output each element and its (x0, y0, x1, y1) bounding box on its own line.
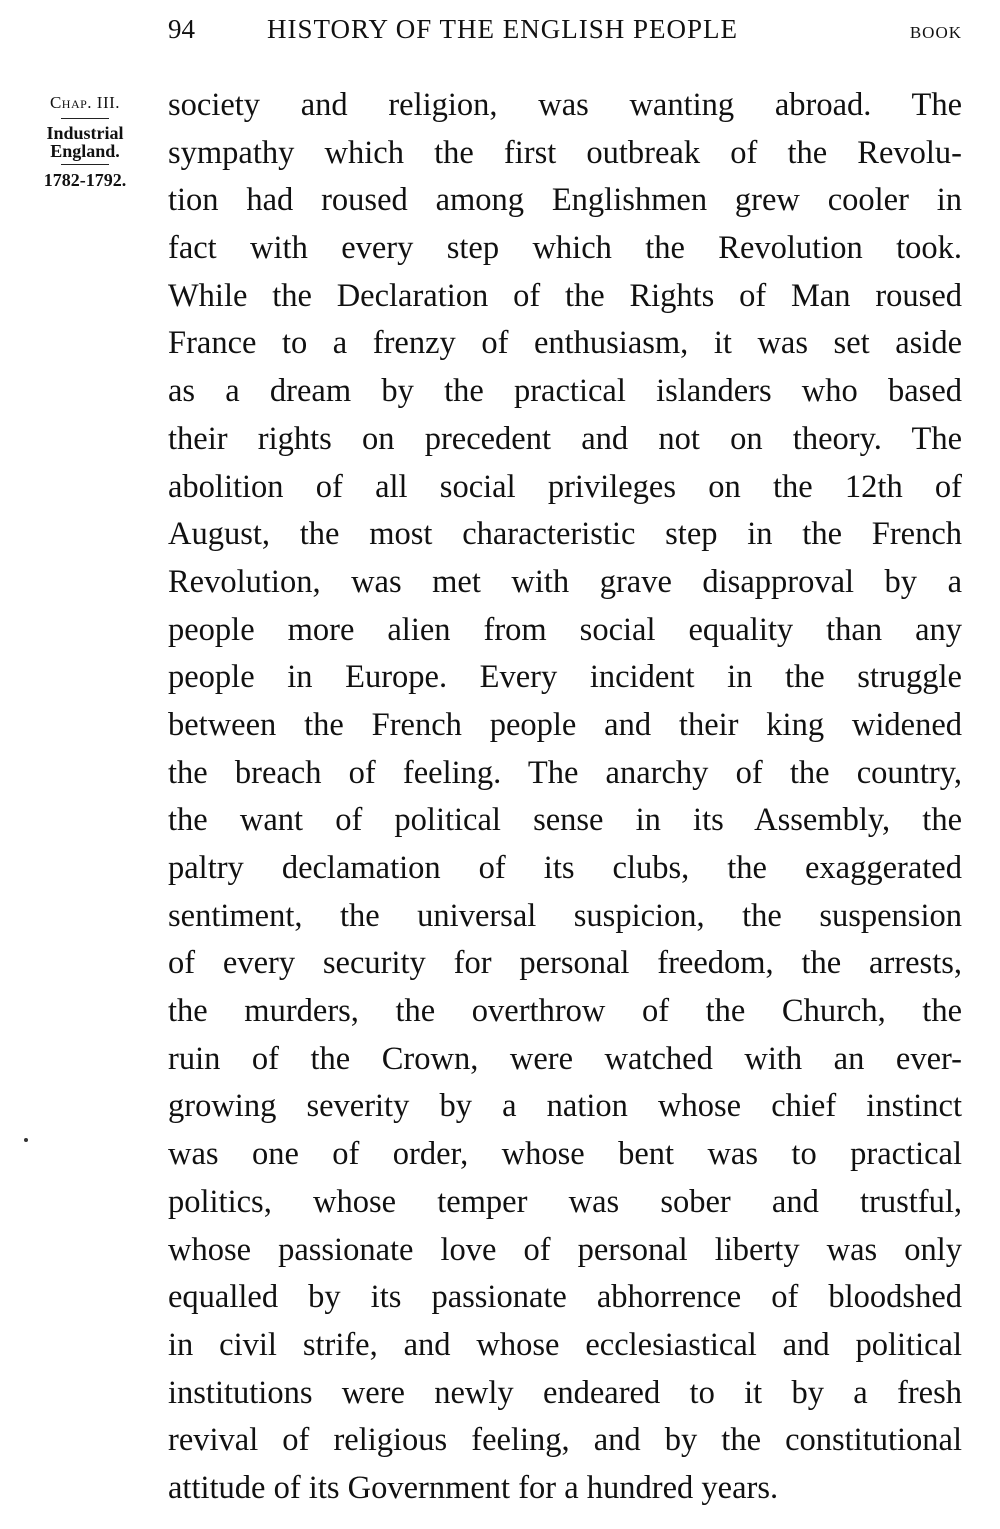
margin-rule (61, 164, 109, 165)
topic-note-line1: Industrial (46, 123, 124, 143)
margin-rule (61, 118, 109, 119)
text-line: was one of order, whose bent was to practical (168, 1136, 962, 1173)
text-line: growing severity by a nation whose chief instinct (168, 1088, 962, 1125)
date-range-note: 1782-1792. (43, 170, 127, 190)
book-label: BOOK (909, 23, 962, 42)
text-line: ruin of the Crown, were watched with an ever- (168, 1040, 962, 1077)
text-line: society and religion, was wanting abroad. The (168, 87, 962, 123)
page-number: 94 (168, 14, 195, 44)
margin-notes (20, 92, 150, 190)
text-line: sympathy which the first outbreak of the Revolu- (168, 134, 962, 171)
text-line: politics, whose temper was sober and trustful, (168, 1183, 962, 1220)
text-line: the murders, the overthrow of the Church, the (168, 993, 962, 1030)
text-line: their rights on precedent and not on theory. The (168, 420, 962, 457)
text-line: the breach of feeling. The anarchy of the country, (168, 754, 962, 791)
text-line: While the Declaration of the Rights of Man roused (168, 277, 962, 314)
text-line: as a dream by the practical islanders who based (168, 373, 962, 410)
text-line: Revolution, was met with grave disapproval by a (168, 563, 962, 600)
text-line: sentiment, the universal suspicion, the suspension (168, 897, 962, 934)
text-line: August, the most characteristic step in the French (168, 516, 962, 553)
text-line: of every security for personal freedom, the arrests, (168, 945, 962, 982)
chapter-note: Chap. III. (49, 93, 121, 112)
topic-note-line2: England. (50, 141, 120, 161)
running-title: HISTORY OF THE ENGLISH PEOPLE (267, 14, 739, 44)
text-line: between the French people and their king widened (168, 706, 962, 743)
text-line: the want of political sense in its Assembly, the (168, 802, 962, 839)
text-line: paltry declamation of its clubs, the exaggerated (168, 850, 962, 886)
print-speck (24, 1138, 28, 1142)
text-line: institutions were newly endeared to it by a fresh (168, 1374, 962, 1411)
text-line: whose passionate love of personal liberty was only (168, 1231, 962, 1268)
text-line: people more alien from social equality than any (168, 611, 962, 648)
text-line: equalled by its passionate abhorrence of bloodshed (168, 1279, 962, 1316)
body-text (168, 82, 962, 1513)
text-line: fact with every step which the Revolution took. (168, 230, 962, 267)
text-line: abolition of all social privileges on the 12th of (168, 468, 962, 505)
text-line: revival of religious feeling, and by the constitutional (168, 1422, 962, 1459)
running-header (168, 14, 962, 50)
text-line-last: attitude of its Government for a hundred years. (168, 1469, 779, 1506)
text-line: tion had roused among Englishmen grew cooler in (168, 182, 962, 219)
text-line: France to a frenzy of enthusiasm, it was set aside (168, 325, 962, 362)
text-line: people in Europe. Every incident in the struggle (168, 659, 962, 696)
text-line: in civil strife, and whose ecclesiastical and political (168, 1326, 962, 1363)
